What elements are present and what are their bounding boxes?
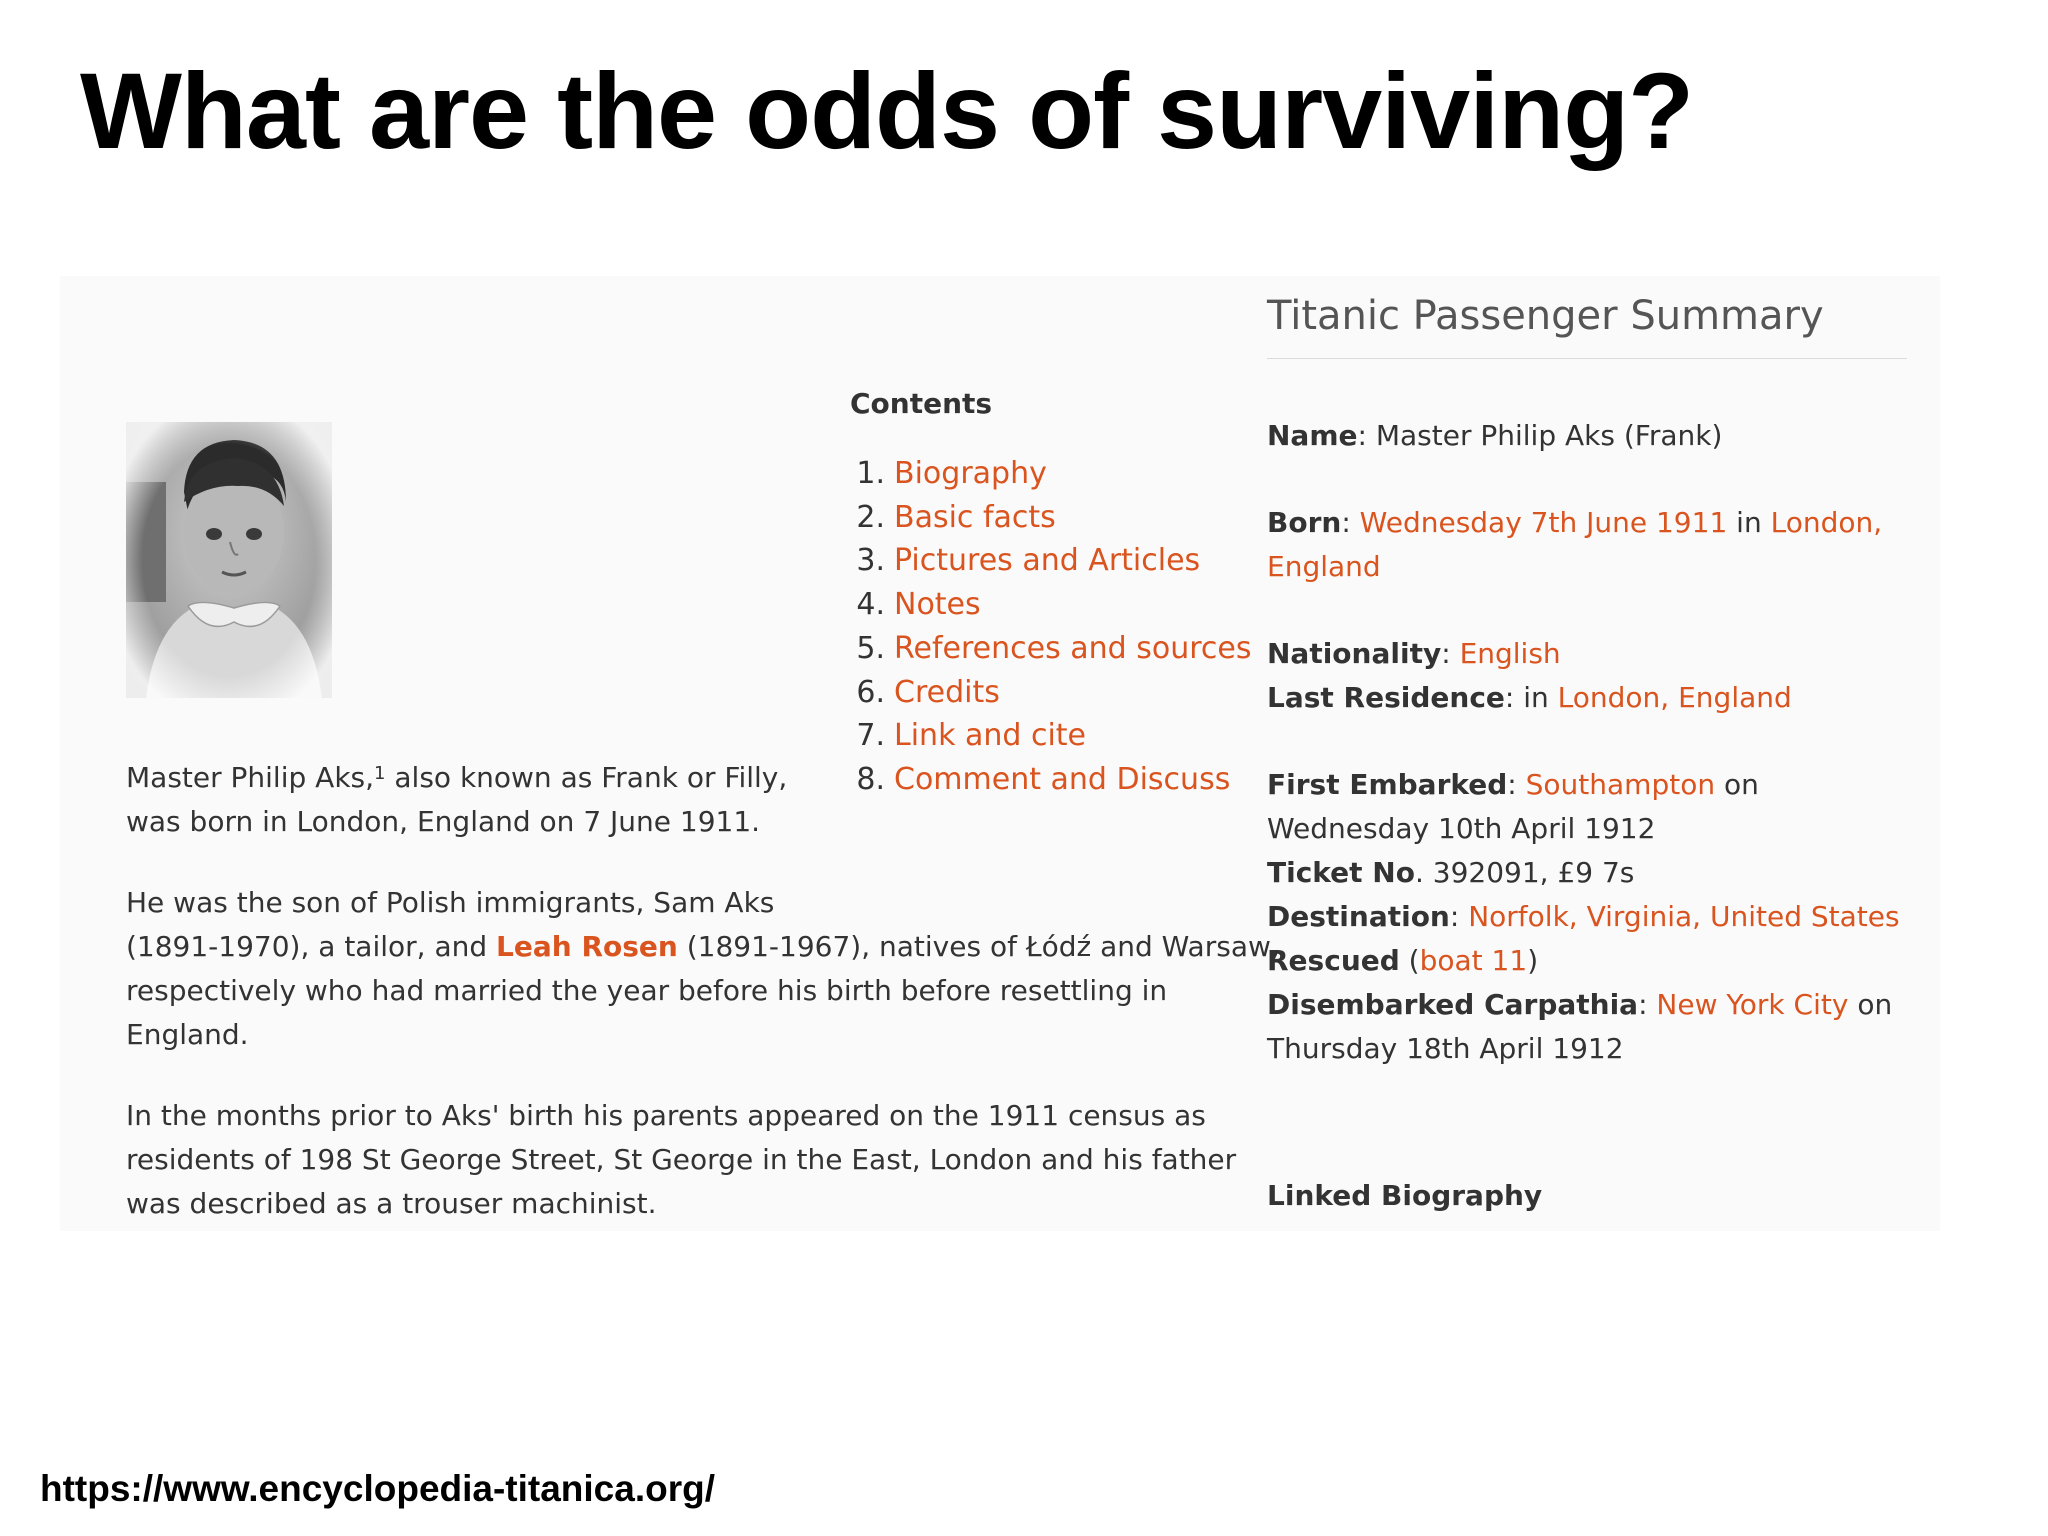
slide-title: What are the odds of surviving? (80, 50, 1694, 171)
biography-paragraph: In the months prior to Aks' birth his parents appeared on the 1911 census as residents of 198 St George Street, St George in the East, London and his father was described as a trouser machinist. (126, 1099, 1237, 1220)
name-value: : Master Philip Aks (Frank) (1357, 419, 1723, 452)
summary-embarked-row (1267, 763, 1907, 851)
nationality-link[interactable]: English (1459, 637, 1561, 670)
bio-text: (1891-1970), a tailor, and (126, 930, 497, 963)
contents-item (850, 758, 1310, 802)
encyclopedia-titanica-page-screenshot (60, 276, 1940, 1231)
residence-link[interactable]: London, England (1557, 681, 1792, 714)
separator: : (1449, 900, 1469, 933)
source-url: https://www.encyclopedia-titanica.org/ (40, 1468, 715, 1509)
disembarked-place-link[interactable]: New York City (1656, 988, 1849, 1021)
summary-residence-row (1267, 676, 1907, 720)
contents-link-notes[interactable]: Notes (894, 587, 981, 623)
summary-group (1267, 414, 1907, 458)
child-portrait-image (126, 422, 332, 698)
contents-number: 6. (856, 674, 885, 710)
contents-number: 4. (856, 587, 885, 623)
summary-destination-row (1267, 895, 1907, 939)
passenger-summary (1267, 286, 1907, 1212)
contents-link-credits[interactable]: Credits (894, 674, 1000, 710)
bio-text: also known as Frank or Filly, was born in London, England on 7 June 1911. (126, 761, 788, 838)
linked-biography-heading: Linked Biography (1267, 1179, 1543, 1212)
contents-link-comment[interactable]: Comment and Discuss (894, 761, 1231, 797)
biography-paragraph (126, 881, 1286, 1057)
summary-disembarked-row (1267, 983, 1907, 1071)
paren: ( (1399, 944, 1420, 977)
contents-list (850, 452, 1310, 802)
separator: : in (1504, 681, 1558, 714)
bio-text: He was the son of Polish immigrants, Sam Aks (126, 886, 775, 919)
born-label: Born (1267, 506, 1342, 539)
contents-link-biography[interactable]: Biography (894, 456, 1047, 491)
contents-item (850, 452, 1310, 496)
rescued-label: Rescued (1267, 944, 1400, 977)
bio-text: (1891-1967), natives of Łódź and Warsaw, respectively who had married the year before his birth before resettling in England. (126, 930, 1280, 1051)
contents-heading: Contents (850, 387, 993, 420)
contents-link-cite[interactable]: Link and cite (894, 718, 1086, 754)
footnote-marker[interactable]: 1 (374, 763, 386, 784)
embarked-label: First Embarked (1267, 768, 1508, 801)
summary-group (1267, 501, 1907, 589)
contents-number: 7. (856, 718, 885, 754)
lifeboat-link[interactable]: boat 11 (1419, 944, 1528, 977)
separator: : (1341, 506, 1360, 539)
summary-body (1267, 414, 1907, 1071)
contents-number: 8. (856, 761, 885, 797)
disembarked-date: on Thursday 18th April 1912 (1267, 988, 1893, 1065)
summary-ticket-row (1267, 851, 1907, 895)
destination-link[interactable]: Norfolk, Virginia, United States (1468, 900, 1900, 933)
paren: ) (1527, 944, 1539, 977)
ticket-value: . 392091, £9 7s (1414, 856, 1635, 889)
summary-rescued-row (1267, 939, 1907, 983)
biography-text (126, 756, 1286, 1226)
contents-item (850, 539, 1310, 583)
contents-number: 1. (856, 456, 885, 491)
passenger-photo (126, 422, 332, 698)
contents-item (850, 627, 1310, 671)
separator: : (1507, 768, 1526, 801)
bio-text: Master Philip Aks, (126, 761, 375, 794)
born-place-link[interactable]: London, England (1267, 506, 1883, 583)
separator: : (1441, 637, 1460, 670)
contents-link-pictures[interactable]: Pictures and Articles (894, 543, 1201, 579)
born-in-text: in (1727, 506, 1771, 539)
residence-label: Last Residence (1267, 681, 1505, 714)
disembarked-label: Disembarked Carpathia (1267, 988, 1639, 1021)
contents-number: 5. (856, 630, 885, 666)
contents-link-references[interactable]: References and sources (894, 630, 1252, 666)
embarked-place-link[interactable]: Southampton (1525, 768, 1716, 801)
summary-group (1267, 763, 1907, 1071)
contents-item (850, 671, 1310, 715)
contents-number: 2. (856, 499, 885, 535)
destination-label: Destination (1267, 900, 1450, 933)
biography-paragraph (126, 756, 806, 844)
born-date-link[interactable]: Wednesday 7th June 1911 (1359, 506, 1728, 539)
embarked-date: on Wednesday 10th April 1912 (1267, 768, 1759, 845)
contents-link-basic-facts[interactable]: Basic facts (894, 499, 1056, 535)
summary-group (1267, 632, 1907, 720)
name-label: Name (1267, 419, 1358, 452)
contents-item (850, 714, 1310, 758)
mother-link[interactable]: Leah Rosen (496, 930, 678, 963)
ticket-label: Ticket No (1267, 856, 1415, 889)
summary-name-row (1267, 414, 1907, 458)
table-of-contents (850, 384, 1310, 802)
nationality-label: Nationality (1267, 637, 1442, 670)
summary-born-row (1267, 501, 1907, 589)
separator: : (1638, 988, 1657, 1021)
summary-nationality-row (1267, 632, 1907, 676)
contents-item (850, 583, 1310, 627)
summary-title: Titanic Passenger Summary (1267, 286, 1907, 359)
contents-number: 3. (856, 543, 885, 579)
contents-item (850, 496, 1310, 540)
